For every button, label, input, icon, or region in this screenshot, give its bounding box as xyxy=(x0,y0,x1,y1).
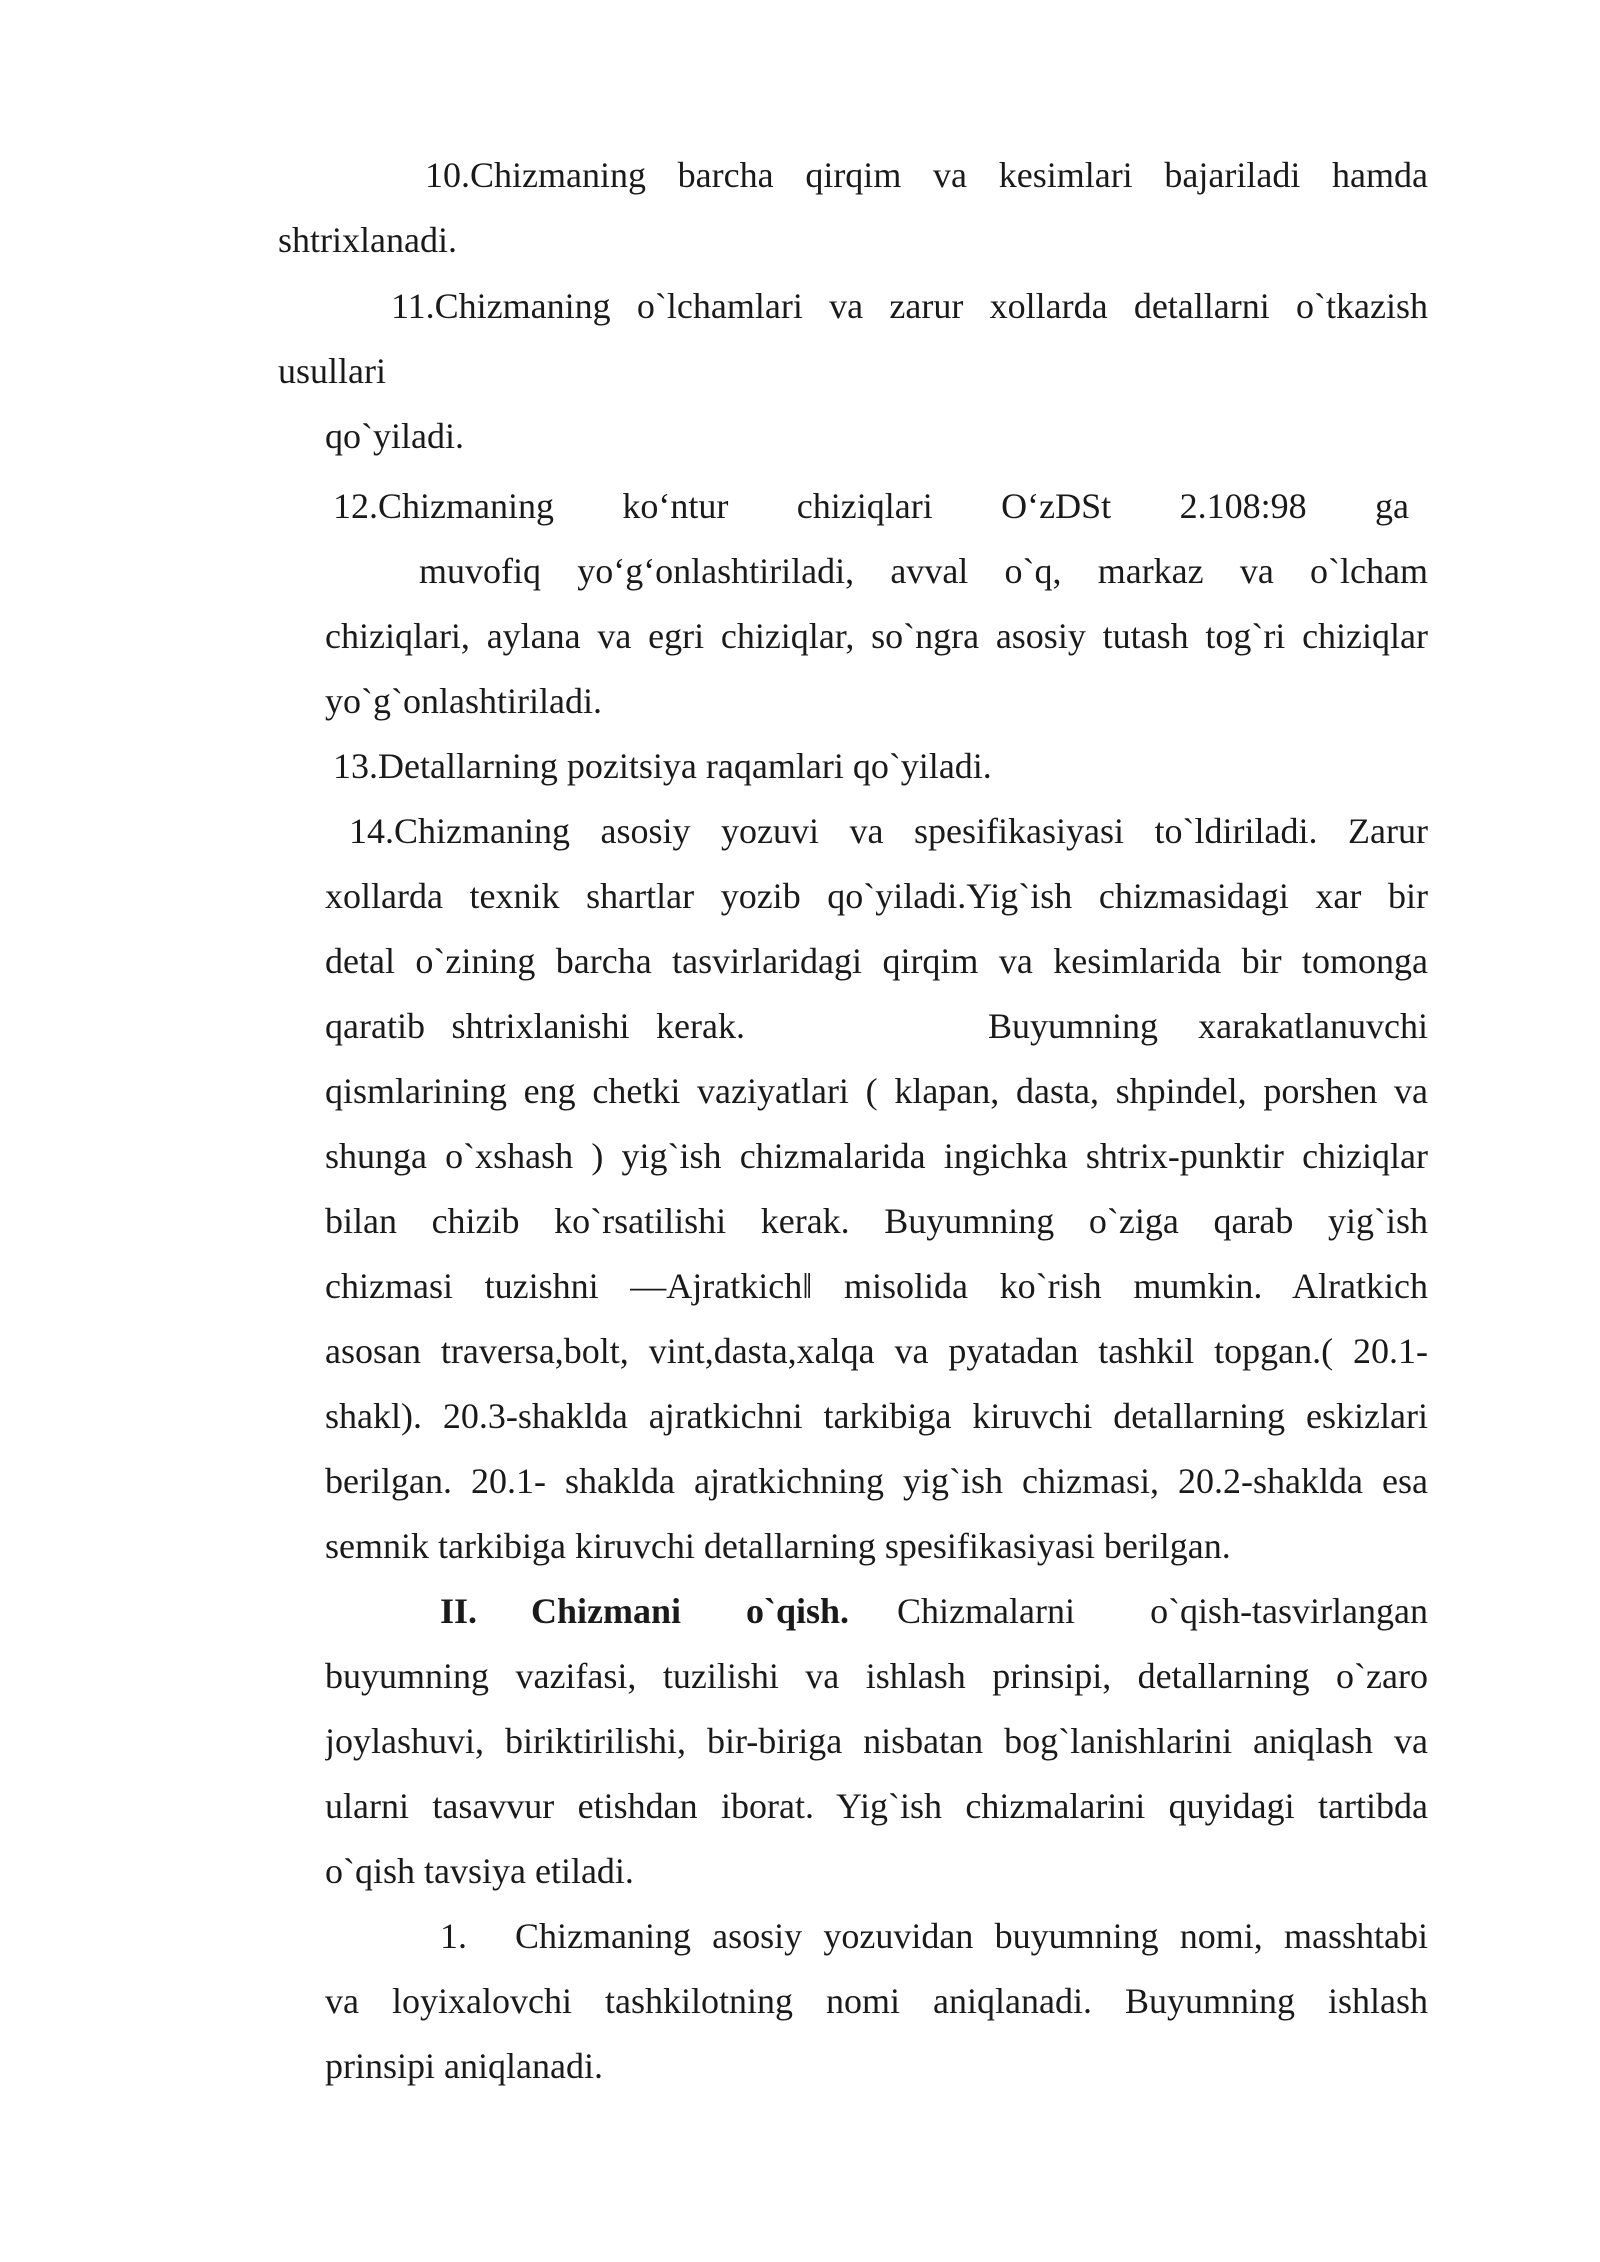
text-line: berilgan. 20.1- shaklda ajratkichning yig`ish chizmasi, 20.2-shaklda esa xyxy=(325,1461,1428,1501)
text-line: Chizmalarni o`qish-tasvirlangan xyxy=(897,1591,1428,1631)
text-line: qaratib shtrixlanishi kerak. xyxy=(325,1006,745,1046)
text-line: shunga o`xshash ) yig`ish chizmalarida ingichka shtrix-punktir chiziqlar xyxy=(325,1136,1428,1176)
list-number: 1. xyxy=(440,1916,467,1956)
text-line: chiziqlari, aylana va egri chiziqlar, so`ngra asosiy tutash tog`ri chiziqlar xyxy=(325,616,1428,656)
text-line: 11.Chizmaning o`lchamlari va zarur xollarda detallarni o`tkazish xyxy=(391,286,1428,326)
text-line: shtrixlanadi. xyxy=(278,220,457,260)
text-line: muvofiq yo‘g‘onlashtiriladi, avval o`q, markaz va o`lcham xyxy=(419,551,1428,591)
text-line: shakl). 20.3-shaklda ajratkichni tarkibiga kiruvchi detallarning eskizlari xyxy=(325,1396,1428,1436)
text-line: 13.Detallarning pozitsiya raqamlari qo`yiladi. xyxy=(333,746,992,786)
text-line: usullari xyxy=(278,351,386,391)
text-line: detal o`zining barcha tasvirlaridagi qirqim va kesimlarida bir tomonga xyxy=(325,941,1428,981)
text-line: qismlarining eng chetki vaziyatlari ( klapan, dasta, shpindel, porshen va xyxy=(325,1071,1428,1111)
text-line: buyumning vazifasi, tuzilishi va ishlash prinsipi, detallarning o`zaro xyxy=(325,1656,1428,1696)
text-line: qo`yiladi. xyxy=(325,416,464,456)
text-line: ularni tasavvur etishdan iborat. Yig`ish chizmalarini quyidagi tartibda xyxy=(325,1786,1428,1826)
text-line: Buyumning xarakatlanuvchi xyxy=(988,1006,1428,1046)
text-line: joylashuvi, biriktirilishi, bir-biriga nisbatan bog`lanishlarini aniqlash va xyxy=(325,1721,1428,1761)
text-line: 14.Chizmaning asosiy yozuvi va spesifikasiyasi to`ldiriladi. Zarur xyxy=(349,811,1428,851)
section-heading: Chizmani o`qish. xyxy=(531,1591,849,1631)
text-line: asosan traversa,bolt, vint,dasta,xalqa va pyatadan tashkil topgan.( 20.1- xyxy=(325,1331,1428,1371)
text-line: va loyixalovchi tashkilotning nomi aniqlanadi. Buyumning ishlash xyxy=(325,1981,1428,2021)
text-line: chizmasi tuzishni ―Ajratkich‖ misolida ko`rish mumkin. Alratkich xyxy=(325,1266,1428,1306)
text-line: 10.Chizmaning barcha qirqim va kesimlari bajariladi hamda xyxy=(425,155,1428,195)
text-line: bilan chizib ko`rsatilishi kerak. Buyumning o`ziga qarab yig`ish xyxy=(325,1201,1428,1241)
section-number: II. xyxy=(440,1591,478,1631)
text-line: prinsipi aniqlanadi. xyxy=(325,2046,603,2086)
text-line: yo`g`onlashtiriladi. xyxy=(325,681,602,721)
text-line: o`qish tavsiya etiladi. xyxy=(325,1851,634,1891)
text-line: Chizmaning asosiy yozuvidan buyumning nomi, masshtabi xyxy=(515,1916,1428,1956)
text-line: 12.Chizmaning ko‘ntur chiziqlari O‘zDSt 2.108:98 ga xyxy=(333,486,1409,526)
text-line: semnik tarkibiga kiruvchi detallarning spesifikasiyasi berilgan. xyxy=(325,1526,1231,1566)
text-line: xollarda texnik shartlar yozib qo`yiladi.Yig`ish chizmasidagi xar bir xyxy=(325,876,1428,916)
